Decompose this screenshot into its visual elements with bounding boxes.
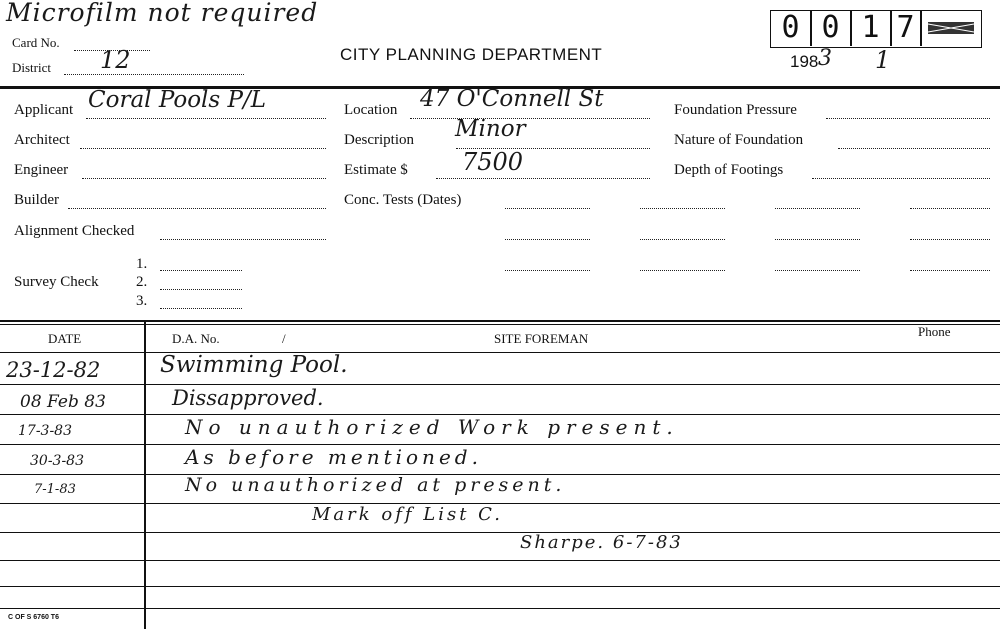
log-row-line xyxy=(0,352,1000,353)
applicant-line xyxy=(86,118,326,119)
log-top-border-2 xyxy=(0,324,1000,325)
nature-foundation-label: Nature of Foundation xyxy=(674,132,804,148)
conc-test-line xyxy=(910,239,990,240)
estimate-label: Estimate $ xyxy=(344,162,408,178)
date-column-divider xyxy=(144,322,146,629)
year-printed: 198 xyxy=(790,52,819,71)
date-header: DATE xyxy=(48,331,82,346)
survey-number: 1. xyxy=(136,256,148,272)
department-title: CITY PLANNING DEPARTMENT xyxy=(340,45,603,64)
district-label: District xyxy=(12,60,51,75)
depth-footings-line xyxy=(812,178,990,179)
alignment-line xyxy=(160,239,326,240)
location-line xyxy=(410,118,650,119)
architect-line xyxy=(80,148,326,149)
log-signature: Sharpe. 6-7-83 xyxy=(520,532,683,553)
survey-number: 2. xyxy=(136,274,148,290)
conc-test-line xyxy=(640,208,725,209)
log-date: 30-3-83 xyxy=(30,453,84,469)
depth-footings-label: Depth of Footings xyxy=(674,162,784,178)
microfilm-note: Microfilm not required xyxy=(6,0,319,27)
conc-test-line xyxy=(640,270,725,271)
engineer-label: Engineer xyxy=(14,162,69,178)
engineer-line xyxy=(82,178,326,179)
log-row-line xyxy=(0,586,1000,587)
phone-header: Phone xyxy=(918,324,951,339)
card-no-label: Card No. xyxy=(12,35,60,50)
survey-label: Survey Check xyxy=(14,274,99,290)
estimate-value: 7500 xyxy=(462,148,524,176)
year-suffix: 1 xyxy=(875,46,891,74)
crossed-out-stamp xyxy=(926,16,978,40)
da-header: D.A. No. xyxy=(172,331,220,346)
log-text: As before mentioned. xyxy=(185,445,482,469)
card-digit: 1 xyxy=(861,10,880,45)
conc-test-line xyxy=(505,270,590,271)
foundation-pressure-line xyxy=(826,118,990,119)
log-date: 17-3-83 xyxy=(18,423,72,439)
district-line xyxy=(64,74,244,75)
conc-test-line xyxy=(505,239,590,240)
log-text: Swimming Pool. xyxy=(160,352,348,378)
log-row-line xyxy=(0,608,1000,609)
log-text: Mark off List C. xyxy=(312,504,504,525)
conc-test-line xyxy=(640,239,725,240)
da-mark: / xyxy=(282,331,286,346)
district-value: 12 xyxy=(100,46,131,74)
log-row-line xyxy=(0,384,1000,385)
applicant-label: Applicant xyxy=(14,102,74,118)
survey-line xyxy=(160,289,242,290)
builder-line xyxy=(68,208,326,209)
log-row-line xyxy=(0,444,1000,445)
conc-test-line xyxy=(505,208,590,209)
conc-test-line xyxy=(910,270,990,271)
nature-foundation-line xyxy=(838,148,990,149)
log-date: 23-12-82 xyxy=(6,358,101,382)
log-row-line xyxy=(0,532,1000,533)
card-digit: 7 xyxy=(896,10,915,45)
description-label: Description xyxy=(344,132,414,148)
log-top-border xyxy=(0,320,1000,322)
foundation-pressure-label: Foundation Pressure xyxy=(674,102,797,118)
log-text: No unauthorized at present. xyxy=(185,474,566,496)
log-text: Dissapproved. xyxy=(172,386,324,410)
log-text: No unauthorized Work present. xyxy=(185,415,679,439)
location-label: Location xyxy=(344,102,398,118)
foreman-header: SITE FOREMAN xyxy=(494,331,589,346)
conc-test-line xyxy=(775,270,860,271)
log-date: 7-1-83 xyxy=(34,482,76,497)
conc-test-line xyxy=(775,239,860,240)
builder-label: Builder xyxy=(14,192,59,208)
card-number-divider xyxy=(920,10,922,46)
alignment-label: Alignment Checked xyxy=(14,223,135,239)
estimate-line xyxy=(436,178,650,179)
log-date: 08 Feb 83 xyxy=(20,392,106,412)
survey-line xyxy=(160,270,242,271)
year-handwritten: 3 xyxy=(818,46,832,71)
survey-number: 3. xyxy=(136,293,148,309)
card-digit: 0 xyxy=(781,10,800,45)
conc-test-line xyxy=(910,208,990,209)
conc-test-line xyxy=(775,208,860,209)
conc-tests-label: Conc. Tests (Dates) xyxy=(344,192,462,208)
location-value: 47 O'Connell St xyxy=(420,86,604,112)
log-row-line xyxy=(0,560,1000,561)
form-code: C OF S 6760 T6 xyxy=(8,614,59,621)
description-value: Minor xyxy=(455,116,526,142)
architect-label: Architect xyxy=(14,132,70,148)
survey-line xyxy=(160,308,242,309)
card-digit: 0 xyxy=(821,10,840,45)
applicant-value: Coral Pools P/L xyxy=(88,87,267,113)
